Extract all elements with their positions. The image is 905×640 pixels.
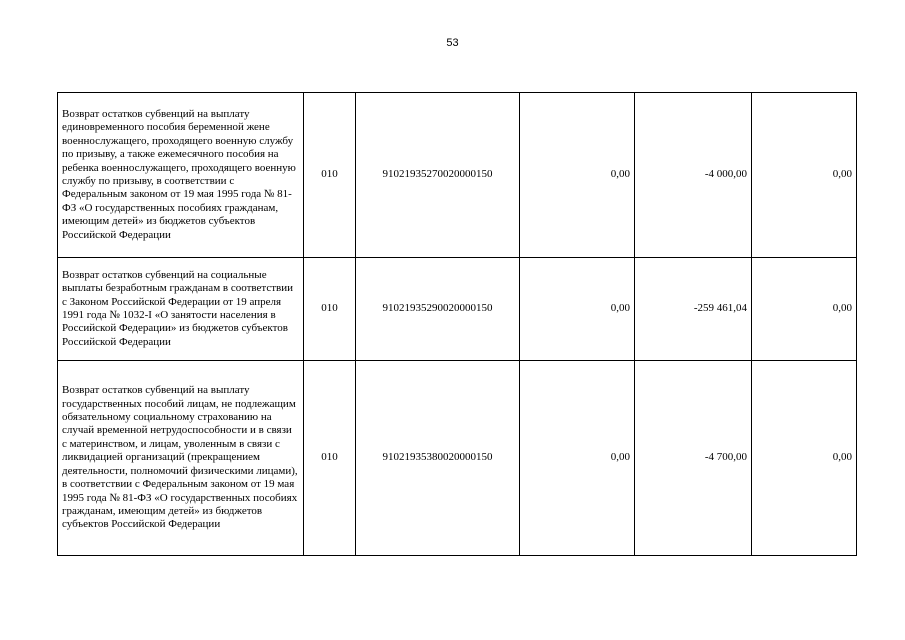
amount-column-3: 0,00 <box>752 258 857 361</box>
amount-column-1: 0,00 <box>520 258 635 361</box>
amount-column-1: 0,00 <box>520 361 635 556</box>
table-row <box>58 361 857 556</box>
budget-classification-code: 91021935290020000150 <box>356 258 520 361</box>
amount-column-2: -4 000,00 <box>635 93 752 258</box>
admin-code: 010 <box>304 93 356 258</box>
amount-column-3: 0,00 <box>752 93 857 258</box>
amount-column-3: 0,00 <box>752 361 857 556</box>
admin-code: 010 <box>304 361 356 556</box>
amount-column-2: -4 700,00 <box>635 361 752 556</box>
row-description: Возврат остатков субвенций на выплату единовременного пособия беременной жене военнослужащего, проходящего военную службу по призыву, а также ежемесячного пособия на ребенка военнослужащего, проходящего военную службу по призыву, в соответствии с Федеральным законом от 19 мая 1995 года № 81-ФЗ «О государственных пособиях гражданам, имеющим детей» из бюджетов субъектов Российской Федерации <box>58 93 304 258</box>
row-description: Возврат остатков субвенций на социальные выплаты безработным гражданам в соответствии с Законом Российской Федерации от 19 апреля 1991 года № 1032-I «О занятости населения в Российской Федерации» из бюджетов субъектов Российской Федерации <box>58 258 304 361</box>
budget-classification-code: 91021935380020000150 <box>356 361 520 556</box>
amount-column-1: 0,00 <box>520 93 635 258</box>
row-description: Возврат остатков субвенций на выплату государственных пособий лицам, не подлежащим обязательному социальному страхованию на случай временной нетрудоспособности и в связи с материнством, и лицам, уволенным в связи с ликвидацией организаций (прекращением деятельности, полномочий физическими лицами), в соответствии с Федеральным законом от 19 мая 1995 года № 81-ФЗ «О государственных пособиях гражданам, имеющим детей» из бюджетов субъектов Российской Федерации <box>58 361 304 556</box>
page-number: 53 <box>446 37 459 49</box>
table-row <box>58 93 857 258</box>
budget-classification-code: 91021935270020000150 <box>356 93 520 258</box>
admin-code: 010 <box>304 258 356 361</box>
budget-table <box>57 92 857 556</box>
table-row <box>58 258 857 361</box>
amount-column-2: -259 461,04 <box>635 258 752 361</box>
